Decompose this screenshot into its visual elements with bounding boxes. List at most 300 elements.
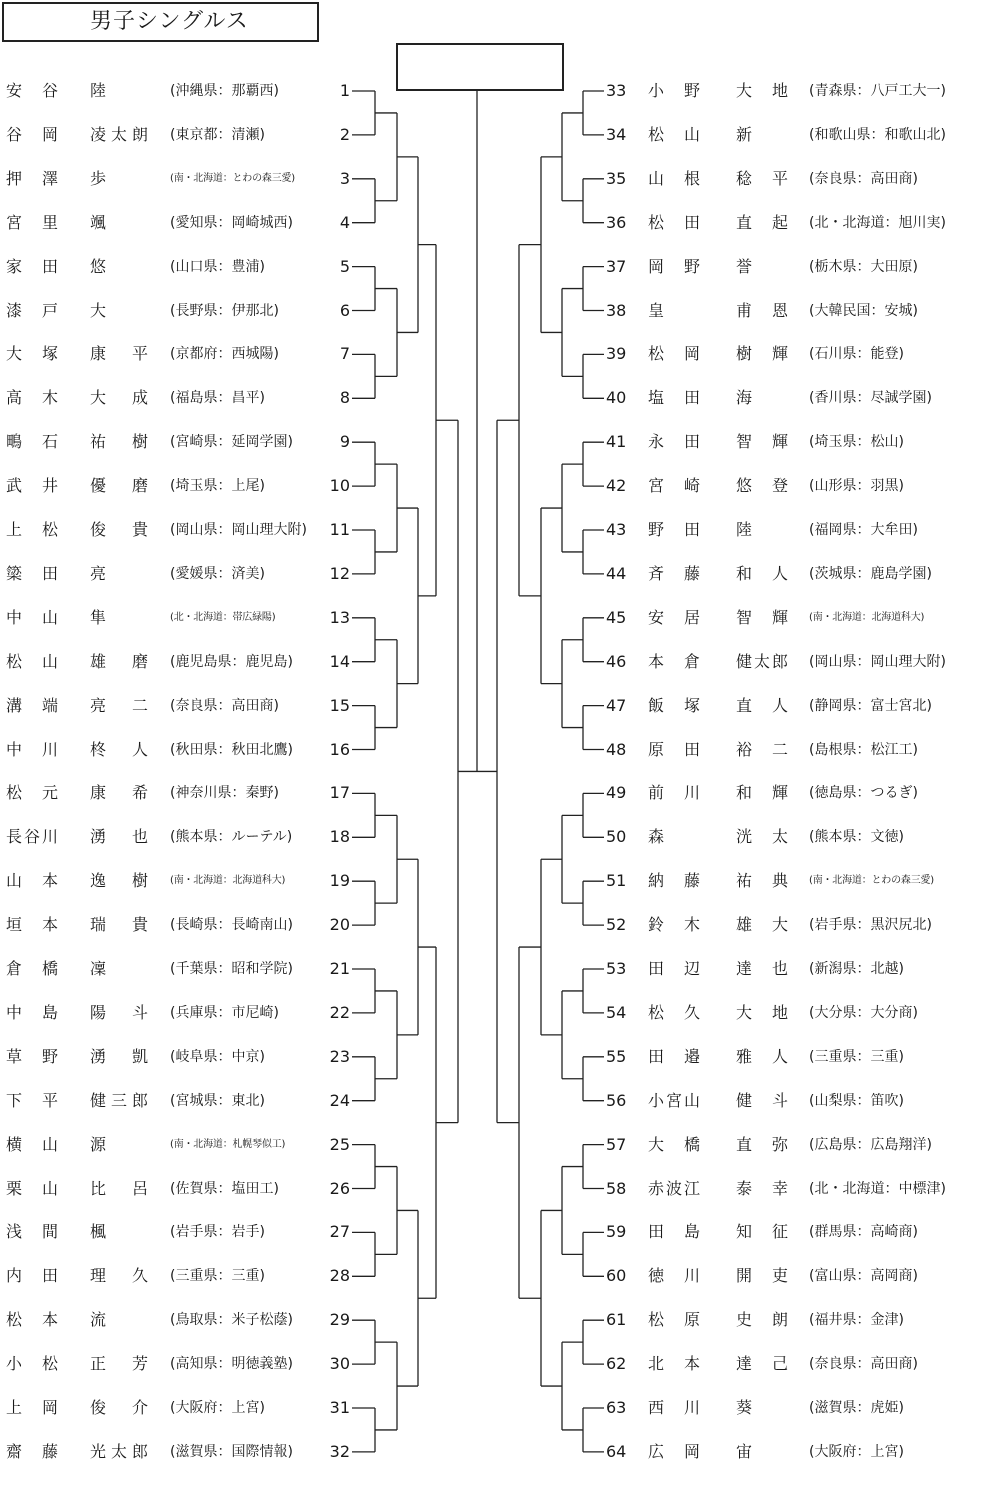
draw-number: 9 — [339, 432, 350, 452]
given-name: 稔平 — [736, 168, 788, 188]
family-name: 齋藤 — [6, 1441, 58, 1461]
player-row — [0, 1001, 350, 1025]
school: (福岡県：大牟田) — [809, 522, 918, 538]
player-row — [606, 781, 982, 805]
draw-number: 12 — [329, 563, 350, 583]
player-row — [606, 1220, 982, 1244]
family-name: 高木 — [6, 388, 58, 408]
school: (石川県：能登) — [809, 346, 904, 363]
player-row — [606, 1089, 982, 1113]
family-name: 山根 — [648, 168, 700, 188]
family-name: 皇 — [648, 300, 665, 320]
school: (北・北海道：中標津) — [809, 1180, 946, 1197]
draw-number: 26 — [329, 1178, 350, 1198]
draw-number: 48 — [606, 739, 627, 759]
draw-number: 2 — [339, 124, 350, 144]
given-name: 大地 — [736, 81, 788, 100]
family-name: 野田 — [648, 520, 700, 539]
draw-number: 58 — [606, 1178, 627, 1198]
player-row — [606, 957, 982, 981]
draw-number: 7 — [339, 344, 350, 364]
draw-number: 38 — [606, 300, 627, 320]
school: (青森県：八戸工大一) — [809, 83, 946, 99]
player-row — [0, 738, 350, 762]
player-row — [606, 650, 982, 674]
family-name: 下平 — [6, 1090, 58, 1110]
draw-number: 62 — [606, 1354, 627, 1374]
family-name: 原田 — [648, 739, 700, 759]
school: (広島県：広島翔洋) — [809, 1136, 932, 1153]
family-name: 鈴木 — [648, 915, 700, 935]
draw-number: 20 — [329, 915, 350, 935]
draw-number: 28 — [329, 1266, 350, 1286]
draw-number: 14 — [329, 651, 350, 671]
school: (岡山県：岡山理大附) — [809, 653, 946, 670]
draw-number: 22 — [329, 1002, 350, 1022]
player-row — [0, 474, 350, 498]
school: (富山県：高岡商) — [809, 1268, 918, 1285]
given-name: 雄大 — [736, 915, 788, 935]
given-name: 大 — [90, 300, 107, 320]
player-row — [0, 1440, 350, 1464]
player-row — [0, 1089, 350, 1113]
draw-number: 52 — [606, 915, 627, 935]
family-name: 松本 — [6, 1310, 58, 1330]
draw-number: 43 — [606, 520, 627, 539]
draw-number: 47 — [606, 695, 627, 715]
school: (東京都：清瀬) — [170, 126, 265, 143]
given-name: 洸太 — [736, 827, 788, 847]
draw-number: 60 — [606, 1266, 627, 1286]
given-name: 湧也 — [90, 827, 148, 847]
given-name: 隼 — [90, 607, 107, 627]
given-name: 雄磨 — [90, 651, 148, 671]
family-name: 広岡 — [648, 1441, 700, 1461]
draw-number: 27 — [329, 1222, 350, 1242]
player-row — [0, 1045, 350, 1069]
school: (南・北海道：北海道科大) — [809, 611, 925, 623]
given-name: 和人 — [736, 563, 788, 583]
family-name: 岡野 — [648, 256, 700, 276]
given-name: 凌太朗 — [90, 124, 148, 144]
family-name: 安谷 — [6, 81, 58, 100]
school: (宮崎県：延岡学園) — [170, 434, 293, 451]
draw-number: 55 — [606, 1046, 627, 1066]
draw-number: 45 — [606, 607, 627, 627]
school: (長崎県：長崎南山) — [170, 917, 293, 934]
draw-number: 17 — [329, 783, 350, 803]
school: (岩手県：黒沢尻北) — [809, 917, 932, 934]
given-name: 海 — [736, 388, 753, 408]
player-row — [0, 430, 350, 454]
draw-number: 31 — [329, 1398, 350, 1417]
draw-number: 36 — [606, 212, 627, 232]
given-name: 俊介 — [90, 1398, 148, 1417]
school: (徳島県：つるぎ) — [809, 785, 918, 802]
draw-number: 40 — [606, 388, 627, 408]
school: (福井県：金津) — [809, 1312, 904, 1329]
family-name: 押澤 — [6, 168, 58, 188]
family-name: 安居 — [648, 607, 700, 627]
family-name: 前川 — [648, 783, 700, 803]
given-name: 康平 — [90, 344, 148, 364]
given-name: 樹輝 — [736, 344, 788, 364]
family-name: 中島 — [6, 1002, 58, 1022]
family-name: 内田 — [6, 1266, 58, 1286]
player-row — [0, 650, 350, 674]
draw-number: 63 — [606, 1398, 627, 1417]
school: (岡山県：岡山理大附) — [170, 522, 307, 538]
given-name: 開吏 — [736, 1266, 788, 1286]
draw-number: 54 — [606, 1002, 627, 1022]
school: (高知県：明徳義塾) — [170, 1356, 293, 1373]
family-name: 斉藤 — [648, 563, 700, 583]
family-name: 森 — [648, 827, 665, 847]
draw-number: 6 — [339, 300, 350, 320]
family-name: 武井 — [6, 476, 58, 496]
family-name: 田邉 — [648, 1046, 700, 1066]
player-row — [606, 562, 982, 586]
player-row — [0, 913, 350, 937]
family-name: 松元 — [6, 783, 58, 803]
school: (和歌山県：和歌山北) — [809, 126, 946, 143]
given-name: 柊人 — [90, 739, 148, 759]
player-row — [606, 1264, 982, 1288]
school: (埼玉県：松山) — [809, 434, 904, 451]
school: (三重県：三重) — [170, 1268, 265, 1285]
player-row — [0, 79, 350, 103]
school: (岩手県：岩手) — [170, 1224, 265, 1241]
given-name: 陸 — [90, 81, 107, 100]
school: (福島県：昌平) — [170, 390, 265, 407]
player-row — [0, 255, 350, 279]
player-row — [0, 386, 350, 410]
family-name: 溝端 — [6, 695, 58, 715]
draw-number: 42 — [606, 476, 627, 496]
family-name: 北本 — [648, 1354, 700, 1374]
given-name: 直人 — [736, 695, 788, 715]
player-row — [606, 342, 982, 366]
given-name: 亮 — [90, 563, 107, 583]
player-row — [0, 518, 350, 542]
family-name: 松田 — [648, 212, 700, 232]
player-row — [606, 1133, 982, 1157]
draw-number: 50 — [606, 827, 627, 847]
player-row — [0, 1308, 350, 1332]
given-name: 誉 — [736, 256, 753, 276]
player-row — [606, 913, 982, 937]
draw-number: 37 — [606, 256, 627, 276]
player-row — [0, 123, 350, 147]
draw-number: 10 — [329, 476, 350, 496]
player-row — [606, 606, 982, 630]
family-name: 赤波江 — [648, 1178, 700, 1198]
draw-number: 8 — [339, 388, 350, 408]
player-row — [606, 1396, 982, 1420]
family-name: 西川 — [648, 1398, 700, 1417]
school: (山梨県：笛吹) — [809, 1092, 904, 1109]
draw-number: 34 — [606, 124, 627, 144]
draw-number: 4 — [339, 212, 350, 232]
player-row — [0, 869, 350, 893]
given-name: 史朗 — [736, 1310, 788, 1330]
given-name: 逸樹 — [90, 871, 148, 891]
family-name: 松山 — [6, 651, 58, 671]
school: (群馬県：高崎商) — [809, 1224, 918, 1241]
player-row — [606, 1440, 982, 1464]
given-name: 和輝 — [736, 783, 788, 803]
given-name: 悠登 — [736, 476, 788, 496]
draw-number: 21 — [329, 959, 350, 978]
given-name: 大成 — [90, 388, 148, 408]
draw-number: 25 — [329, 1134, 350, 1154]
draw-number: 46 — [606, 651, 627, 671]
player-row — [606, 123, 982, 147]
given-name: 陽斗 — [90, 1002, 148, 1022]
school: (滋賀県：国際情報) — [170, 1443, 293, 1460]
draw-number: 13 — [329, 607, 350, 627]
family-name: 中山 — [6, 607, 58, 627]
draw-number: 5 — [339, 256, 350, 276]
given-name: 瑞貴 — [90, 915, 148, 935]
school: (沖縄県：那覇西) — [170, 83, 279, 99]
draw-number: 59 — [606, 1222, 627, 1242]
player-row — [606, 386, 982, 410]
family-name: 納藤 — [648, 871, 700, 891]
school: (島根県：松江工) — [809, 741, 918, 758]
school: (熊本県：ルーテル) — [170, 829, 293, 846]
player-row — [606, 1352, 982, 1376]
family-name: 田辺 — [648, 959, 700, 978]
player-row — [606, 518, 982, 542]
player-row — [0, 781, 350, 805]
draw-number: 33 — [606, 81, 627, 100]
school: (滋賀県：虎姫) — [809, 1400, 904, 1416]
player-row — [0, 167, 350, 191]
draw-number: 44 — [606, 563, 627, 583]
family-name: 宮里 — [6, 212, 58, 232]
player-row — [606, 825, 982, 849]
school: (山口県：豊浦) — [170, 258, 265, 275]
given-name: 陸 — [736, 520, 753, 539]
given-name: 俊貴 — [90, 520, 148, 539]
given-name: 優磨 — [90, 476, 148, 496]
school: (北・北海道：旭川実) — [809, 214, 946, 231]
school: (奈良県：高田商) — [809, 1356, 918, 1373]
given-name: 甫恩 — [736, 300, 788, 320]
family-name: 家田 — [6, 256, 58, 276]
family-name: 倉橋 — [6, 959, 58, 978]
given-name: 湧凱 — [90, 1046, 148, 1066]
draw-number: 3 — [339, 168, 350, 188]
player-row — [606, 869, 982, 893]
given-name: 祐樹 — [90, 432, 148, 452]
player-row — [606, 1308, 982, 1332]
family-name: 山本 — [6, 871, 58, 891]
family-name: 松山 — [648, 124, 700, 144]
player-row — [606, 1045, 982, 1069]
draw-number: 35 — [606, 168, 627, 188]
draw-number: 32 — [329, 1441, 350, 1461]
family-name: 小宮山 — [648, 1090, 700, 1110]
given-name: 祐典 — [736, 871, 788, 891]
player-row — [606, 1177, 982, 1201]
school: (山形県：羽黒) — [809, 478, 904, 495]
family-name: 永田 — [648, 432, 700, 452]
given-name: 裕二 — [736, 739, 788, 759]
draw-number: 23 — [329, 1046, 350, 1066]
player-row — [606, 1001, 982, 1025]
player-row — [0, 1352, 350, 1376]
family-name: 松原 — [648, 1310, 700, 1330]
family-name: 草野 — [6, 1046, 58, 1066]
player-row — [606, 694, 982, 718]
family-name: 大塚 — [6, 344, 58, 364]
family-name: 塩田 — [648, 388, 700, 408]
draw-number: 11 — [329, 520, 350, 539]
given-name: 宙 — [736, 1441, 753, 1461]
given-name: 知征 — [736, 1222, 788, 1242]
draw-number: 39 — [606, 344, 627, 364]
draw-number: 61 — [606, 1310, 627, 1330]
family-name: 小松 — [6, 1354, 58, 1374]
family-name: 中川 — [6, 739, 58, 759]
family-name: 飯塚 — [648, 695, 700, 715]
draw-number: 53 — [606, 959, 627, 978]
school: (香川県：尽誠学園) — [809, 390, 932, 407]
given-name: 智輝 — [736, 432, 788, 452]
given-name: 達己 — [736, 1354, 788, 1374]
school: (愛媛県：済美) — [170, 565, 265, 582]
given-name: 康希 — [90, 783, 148, 803]
player-row — [606, 255, 982, 279]
family-name: 簗田 — [6, 563, 58, 583]
draw-number: 56 — [606, 1090, 627, 1110]
school: (大阪府：上宮) — [809, 1443, 904, 1460]
draw-number: 18 — [329, 827, 350, 847]
player-row — [606, 167, 982, 191]
family-name: 宮崎 — [648, 476, 700, 496]
draw-number: 15 — [329, 695, 350, 715]
player-row — [606, 299, 982, 323]
family-name: 垣本 — [6, 915, 58, 935]
player-row — [606, 430, 982, 454]
given-name: 葵 — [736, 1398, 753, 1417]
given-name: 颯 — [90, 212, 107, 232]
school: (茨城県：鹿島学園) — [809, 565, 932, 582]
family-name: 鴫石 — [6, 432, 58, 452]
given-name: 光太郎 — [90, 1441, 148, 1461]
event-title: 男子シングルス — [2, 2, 319, 42]
school: (北・北海道：帯広緑陽) — [170, 611, 276, 623]
given-name: 源 — [90, 1134, 107, 1154]
school: (大阪府：上宮) — [170, 1400, 265, 1416]
family-name: 田島 — [648, 1222, 700, 1242]
draw-number: 1 — [339, 81, 350, 100]
school: (南・北海道：北海道科大) — [170, 875, 286, 887]
given-name: 直起 — [736, 212, 788, 232]
school: (岐阜県：中京) — [170, 1048, 265, 1065]
school: (神奈川県：秦野) — [170, 785, 279, 802]
family-name: 徳川 — [648, 1266, 700, 1286]
family-name: 上岡 — [6, 1398, 58, 1417]
given-name: 健三郎 — [90, 1090, 148, 1110]
school: (新潟県：北越) — [809, 961, 904, 977]
school: (南・北海道：とわの森三愛) — [809, 875, 935, 887]
school: (大分県：大分商) — [809, 1004, 918, 1021]
player-row — [0, 1396, 350, 1420]
family-name: 大橋 — [648, 1134, 700, 1154]
draw-number: 49 — [606, 783, 627, 803]
draw-number: 29 — [329, 1310, 350, 1330]
player-row — [0, 694, 350, 718]
draw-number: 30 — [329, 1354, 350, 1374]
draw-number: 41 — [606, 432, 627, 452]
draw-number: 19 — [329, 871, 350, 891]
school: (三重県：三重) — [809, 1048, 904, 1065]
school: (南・北海道：とわの森三愛) — [170, 172, 296, 184]
school: (長野県：伊那北) — [170, 302, 279, 319]
player-row — [0, 299, 350, 323]
school: (宮城県：東北) — [170, 1092, 265, 1109]
given-name: 直弥 — [736, 1134, 788, 1154]
school: (京都府：西城陽) — [170, 346, 279, 363]
given-name: 泰幸 — [736, 1178, 788, 1198]
given-name: 理久 — [90, 1266, 148, 1286]
player-row — [0, 562, 350, 586]
given-name: 達也 — [736, 959, 788, 978]
given-name: 智輝 — [736, 607, 788, 627]
draw-number: 24 — [329, 1090, 350, 1110]
draw-number: 51 — [606, 871, 627, 891]
given-name: 亮二 — [90, 695, 148, 715]
school: (南・北海道：札幌琴似工) — [170, 1138, 286, 1150]
family-name: 横山 — [6, 1134, 58, 1154]
given-name: 正芳 — [90, 1354, 148, 1374]
family-name: 上松 — [6, 520, 58, 539]
given-name: 新 — [736, 124, 753, 144]
school: (大韓民国：安城) — [809, 302, 918, 319]
player-row — [0, 825, 350, 849]
school: (鳥取県：米子松蔭) — [170, 1312, 293, 1329]
given-name: 流 — [90, 1310, 107, 1330]
player-row — [606, 79, 982, 103]
player-row — [0, 1133, 350, 1157]
given-name: 悠 — [90, 256, 107, 276]
draw-number: 16 — [329, 739, 350, 759]
school: (兵庫県：市尼崎) — [170, 1004, 279, 1021]
player-row — [0, 1177, 350, 1201]
school: (埼玉県：上尾) — [170, 478, 265, 495]
player-row — [606, 211, 982, 235]
family-name: 谷岡 — [6, 124, 58, 144]
given-name: 雅人 — [736, 1046, 788, 1066]
family-name: 松岡 — [648, 344, 700, 364]
given-name: 楓 — [90, 1222, 107, 1242]
school: (熊本県：文徳) — [809, 829, 904, 846]
family-name: 浅間 — [6, 1222, 58, 1242]
school: (千葉県：昭和学院) — [170, 961, 293, 977]
player-row — [0, 957, 350, 981]
player-row — [0, 1264, 350, 1288]
school: (奈良県：高田商) — [170, 697, 279, 714]
given-name: 大地 — [736, 1002, 788, 1022]
school: (静岡県：富士宮北) — [809, 697, 932, 714]
family-name: 漆戸 — [6, 300, 58, 320]
given-name: 健斗 — [736, 1090, 788, 1110]
player-row — [0, 211, 350, 235]
family-name: 長谷川 — [6, 827, 58, 847]
